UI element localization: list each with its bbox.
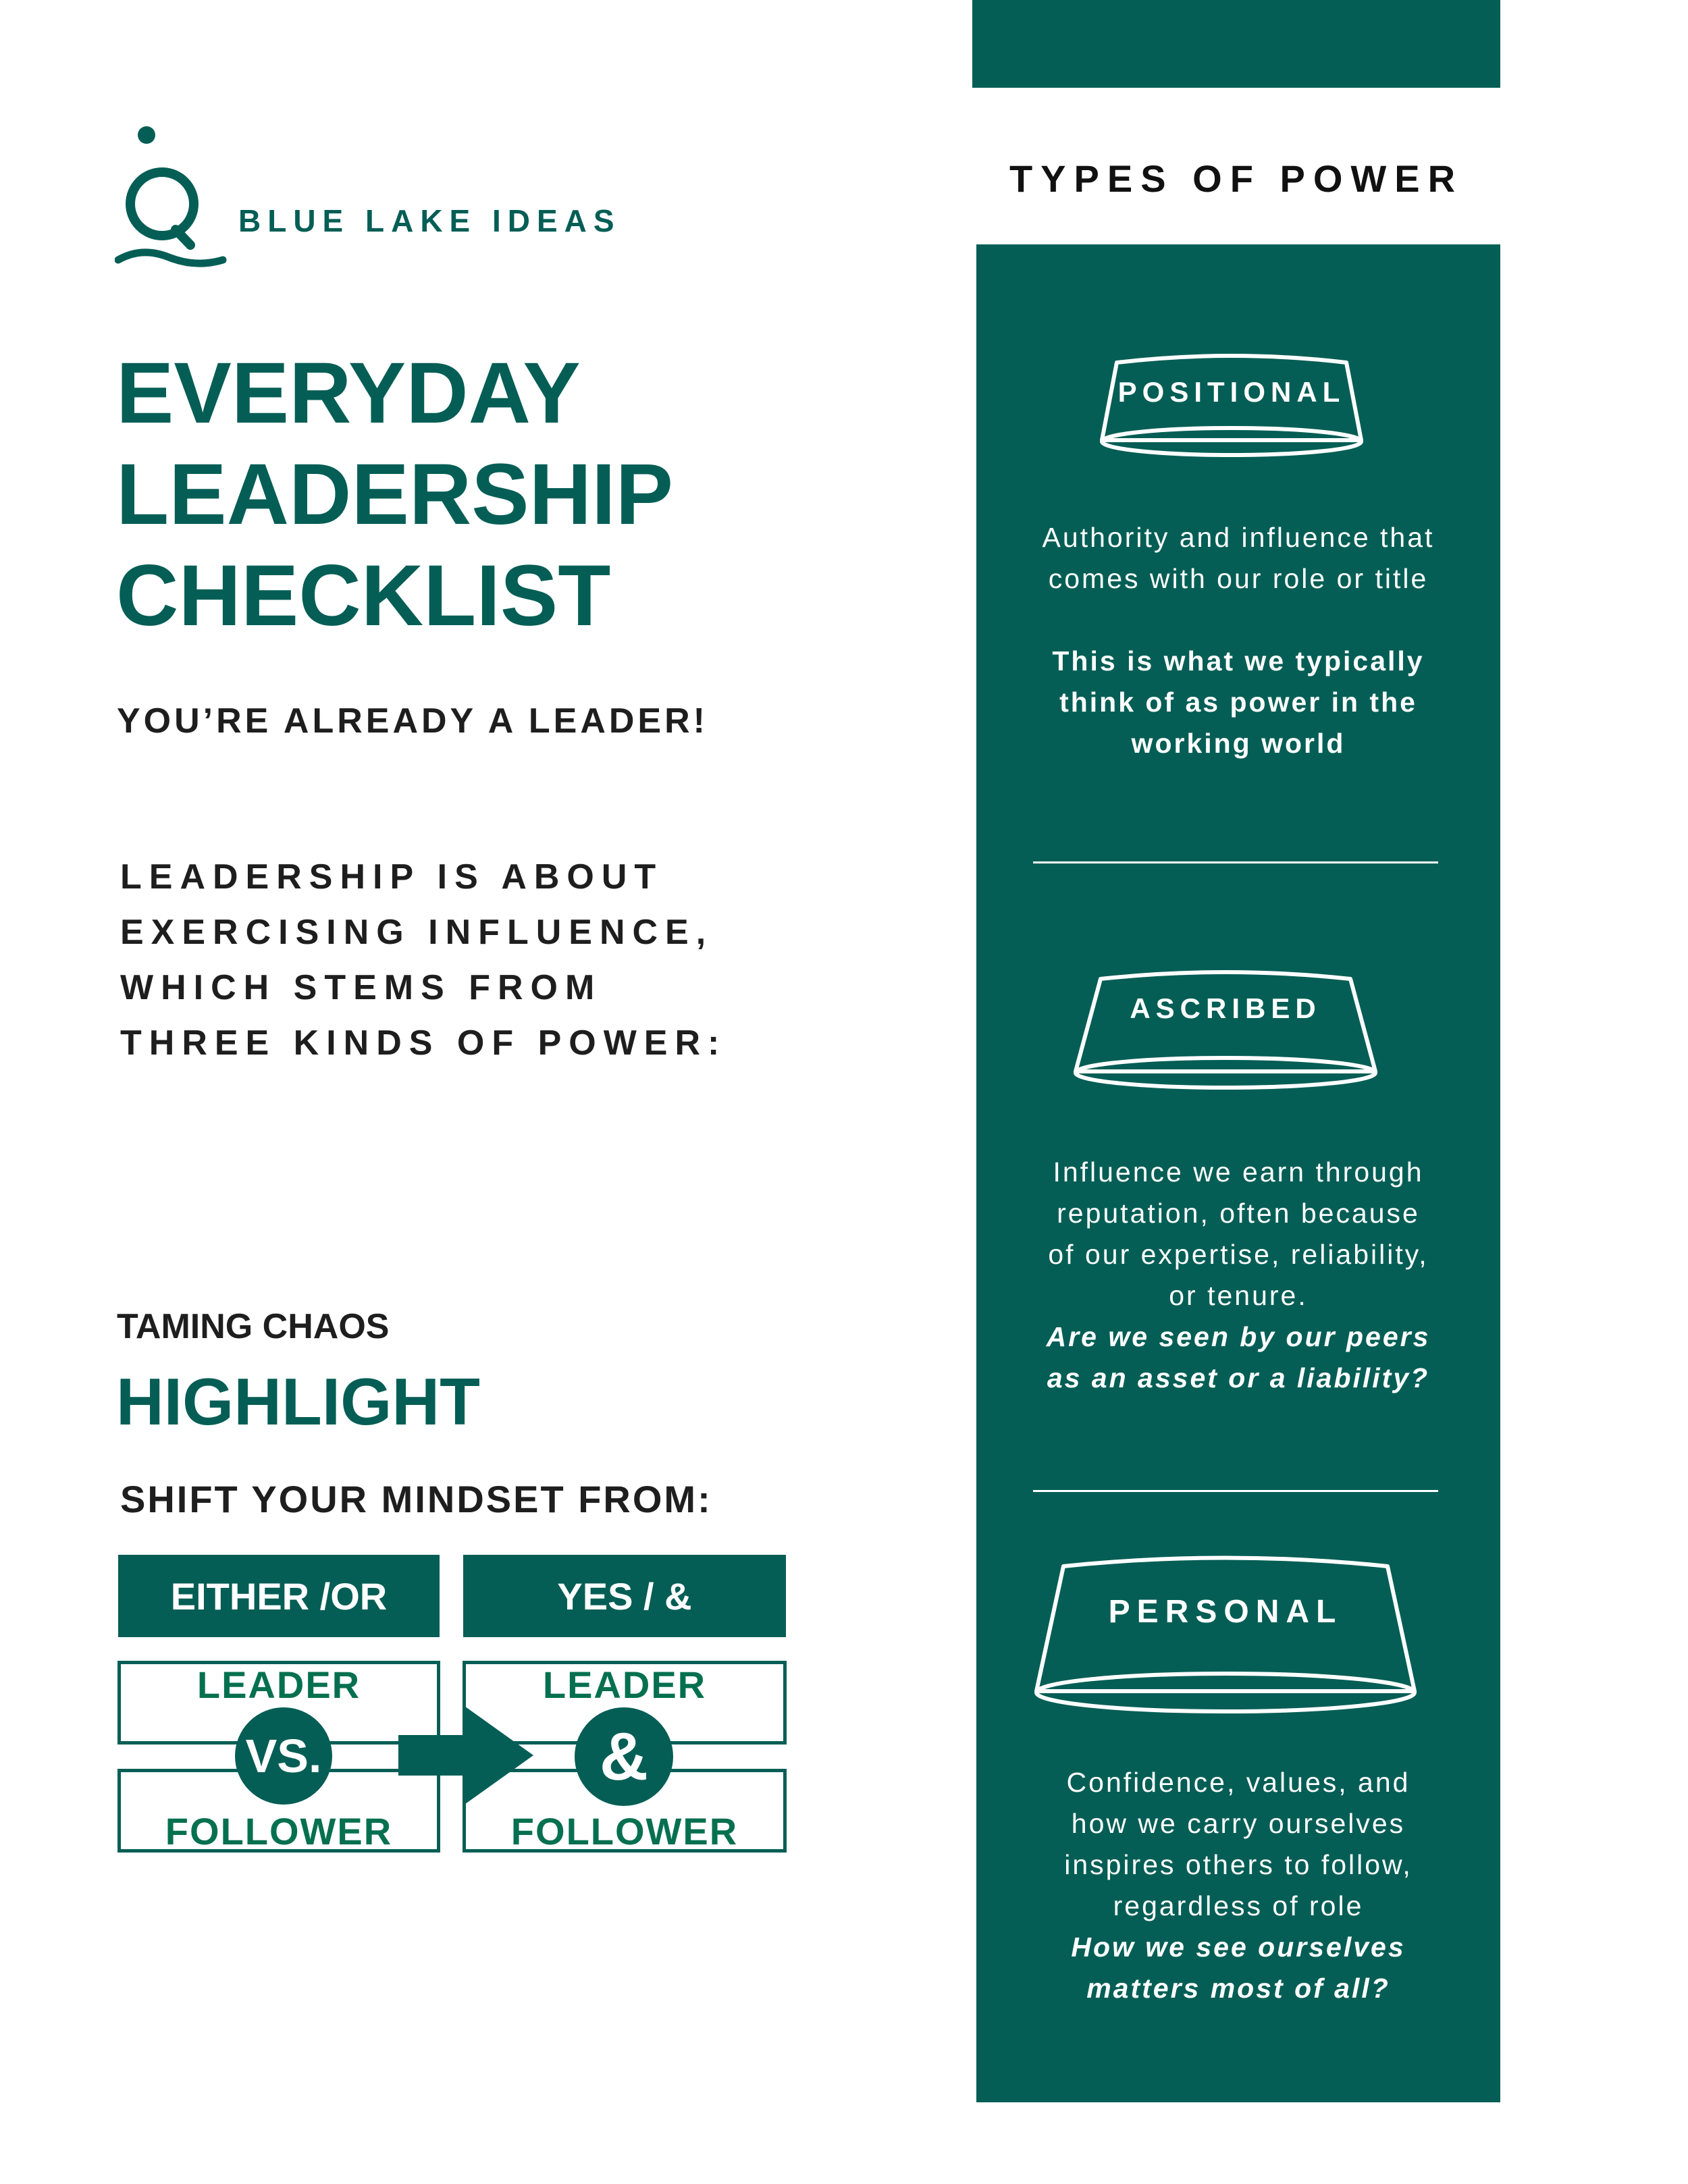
question-line: How we see ourselves: [1071, 1932, 1406, 1963]
brand-name: BLUE LAKE IDEAS: [238, 203, 621, 238]
description-line: reputation, often because: [1057, 1198, 1420, 1229]
intro-line: EXERCISING INFLUENCE,: [120, 913, 714, 952]
description-line: Authority and influence that: [1042, 522, 1435, 553]
note-line: think of as power in the: [1059, 687, 1417, 718]
intro-line: WHICH STEMS FROM: [120, 968, 602, 1007]
ascribed-question: [976, 1316, 1500, 1399]
question-line: Are we seen by our peers: [1046, 1321, 1431, 1352]
arrow-right-icon: [398, 1705, 533, 1806]
section-kicker: TAMING CHAOS: [117, 1307, 390, 1346]
note-line: This is what we typically: [1052, 645, 1425, 676]
title-line: EVERYDAY: [116, 345, 581, 442]
page-title: [116, 343, 673, 647]
question-line: as an asset or a liability?: [1047, 1362, 1430, 1393]
either-or-header: EITHER /OR: [118, 1555, 440, 1637]
intro-line: THREE KINDS OF POWER:: [120, 1023, 727, 1063]
personal-label: PERSONAL: [1108, 1594, 1343, 1630]
intro-text: [120, 849, 727, 1071]
positional-description: [976, 517, 1500, 600]
yes-follower-label: FOLLOWER: [510, 1810, 739, 1853]
types-of-power-heading: TYPES OF POWER: [1009, 157, 1464, 200]
description-line: how we carry ourselves: [1071, 1808, 1406, 1839]
vs-circle: VS.: [235, 1707, 332, 1805]
either-leader-label: LEADER: [196, 1663, 361, 1706]
title-line: CHECKLIST: [116, 548, 611, 644]
positional-note: [976, 641, 1500, 764]
personal-description: [976, 1762, 1500, 1927]
description-line: regardless of role: [1113, 1890, 1364, 1921]
ascribed-badge: [1070, 969, 1381, 1094]
tagline: YOU’RE ALREADY A LEADER!: [117, 701, 708, 741]
shift-text: SHIFT YOUR MINDSET FROM:: [120, 1478, 712, 1520]
intro-line: LEADERSHIP IS ABOUT: [120, 857, 664, 897]
either-follower-label: FOLLOWER: [165, 1810, 393, 1853]
question-line: matters most of all?: [1086, 1973, 1390, 2004]
yes-leader-label: LEADER: [542, 1663, 707, 1706]
yes-and-header: YES / &: [463, 1555, 786, 1637]
person-over-water-icon: [115, 125, 230, 284]
description-line: Confidence, values, and: [1066, 1767, 1410, 1798]
and-circle: &: [575, 1707, 673, 1806]
positional-label: POSITIONAL: [1117, 376, 1346, 408]
personal-question: [976, 1927, 1500, 2009]
personal-badge: [1033, 1556, 1418, 1718]
description-line: inspires others to follow,: [1064, 1849, 1413, 1880]
note-line: working world: [1131, 728, 1346, 759]
description-line: comes with our role or title: [1048, 563, 1429, 594]
description-line: or tenure.: [1169, 1280, 1308, 1311]
divider: [1033, 861, 1438, 863]
divider: [1033, 1490, 1438, 1492]
ascribed-description: [976, 1152, 1500, 1316]
section-title: HIGHLIGHT: [116, 1364, 480, 1439]
title-line: LEADERSHIP: [116, 446, 673, 543]
description-line: of our expertise, reliability,: [1048, 1239, 1429, 1270]
description-line: Influence we earn through: [1053, 1156, 1424, 1188]
top-accent-bar: [972, 0, 1500, 88]
ascribed-label: ASCRIBED: [1130, 992, 1321, 1024]
